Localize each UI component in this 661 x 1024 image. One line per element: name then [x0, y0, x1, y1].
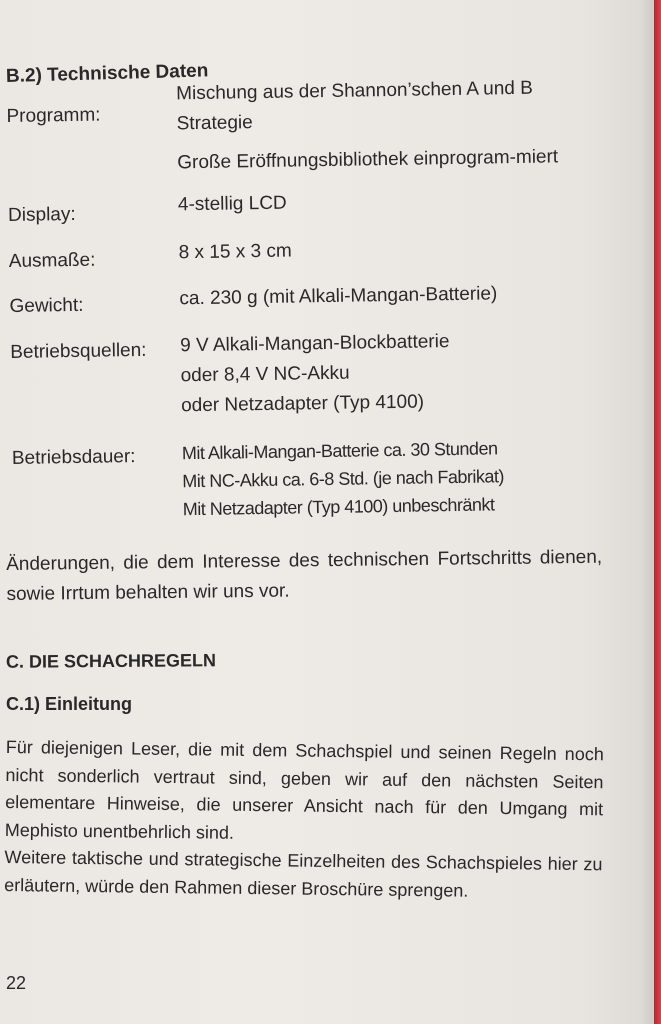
spec-row-runtime [12, 433, 613, 526]
spec-label: Display: [7, 203, 76, 226]
spec-value-line: oder 8,4 V NC-Akku [180, 362, 350, 387]
page-number: 22 [6, 973, 27, 993]
spec-value-line: Mit Netzadapter (Typ 4100) unbeschränkt [182, 494, 495, 520]
spec-row-display [8, 184, 609, 231]
spec-value [176, 73, 608, 179]
spec-value [179, 278, 609, 320]
spec-value-line: oder Netzadapter (Typ 4100) [180, 391, 425, 417]
spec-value-line: Große Eröffnungsbibliothek einprogram-miert [177, 146, 559, 174]
spec-value [182, 433, 613, 524]
spec-label: Ausmaße: [8, 249, 96, 272]
spec-value-line: Mit Alkali-Mangan-Batterie ca. 30 Stunden [181, 438, 498, 464]
section-title: B.2) Technische Daten [5, 60, 209, 87]
spec-row-dimensions [8, 232, 608, 277]
spec-value-line: Mit NC-Akku ca. 6-8 Std. (je nach Fabrikat) [182, 466, 505, 492]
paragraph: Für diejenigen Leser, die mit dem Schachspiel und seinen Regeln noch nicht sonderlich vertraut sind, geben wir auf den nächsten Seiten elementare Hinweise, die unserer Ansicht nach für den Umgang mit Mephisto unentbehrlich sind. [4, 736, 604, 843]
body-text [4, 734, 604, 906]
spec-row-power-sources [10, 325, 611, 424]
spec-row-program [6, 73, 607, 181]
spec-row-weight [9, 278, 609, 322]
spec-value [178, 232, 609, 275]
spec-label: Betriebsdauer: [11, 446, 136, 469]
spec-value [180, 325, 611, 422]
subsection-title: C.1) Einleitung [6, 694, 132, 714]
paragraph: Weitere taktische und strategische Einzelheiten des Schachspieles hier zu erläutern, würde den Rahmen dieser Broschüre sprengen. [4, 846, 603, 901]
spec-label: Gewicht: [9, 294, 84, 317]
spec-value [178, 184, 609, 229]
spec-table [6, 73, 613, 526]
spec-value-line: 4-stellig LCD [177, 192, 287, 216]
disclaimer-note: Änderungen, die dem Interesse des technischen Fortschritts dienen, sowie Irrtum behalten wir uns vor. [6, 546, 603, 605]
spec-value-line: Mischung aus der Shannon’schen A und B Strategie [176, 77, 534, 135]
spec-value-line: 8 x 15 x 3 cm [178, 240, 292, 264]
spec-label: Programm: [6, 104, 101, 127]
spec-value-line: ca. 230 g (mit Alkali-Mangan-Batterie) [179, 283, 498, 310]
chapter-title: C. DIE SCHACHREGELN [5, 650, 217, 672]
spec-value-line: 9 V Alkali-Mangan-Blockbatterie [180, 331, 450, 357]
cover-edge [654, 0, 661, 1024]
spec-label: Betriebsquellen: [10, 339, 147, 363]
